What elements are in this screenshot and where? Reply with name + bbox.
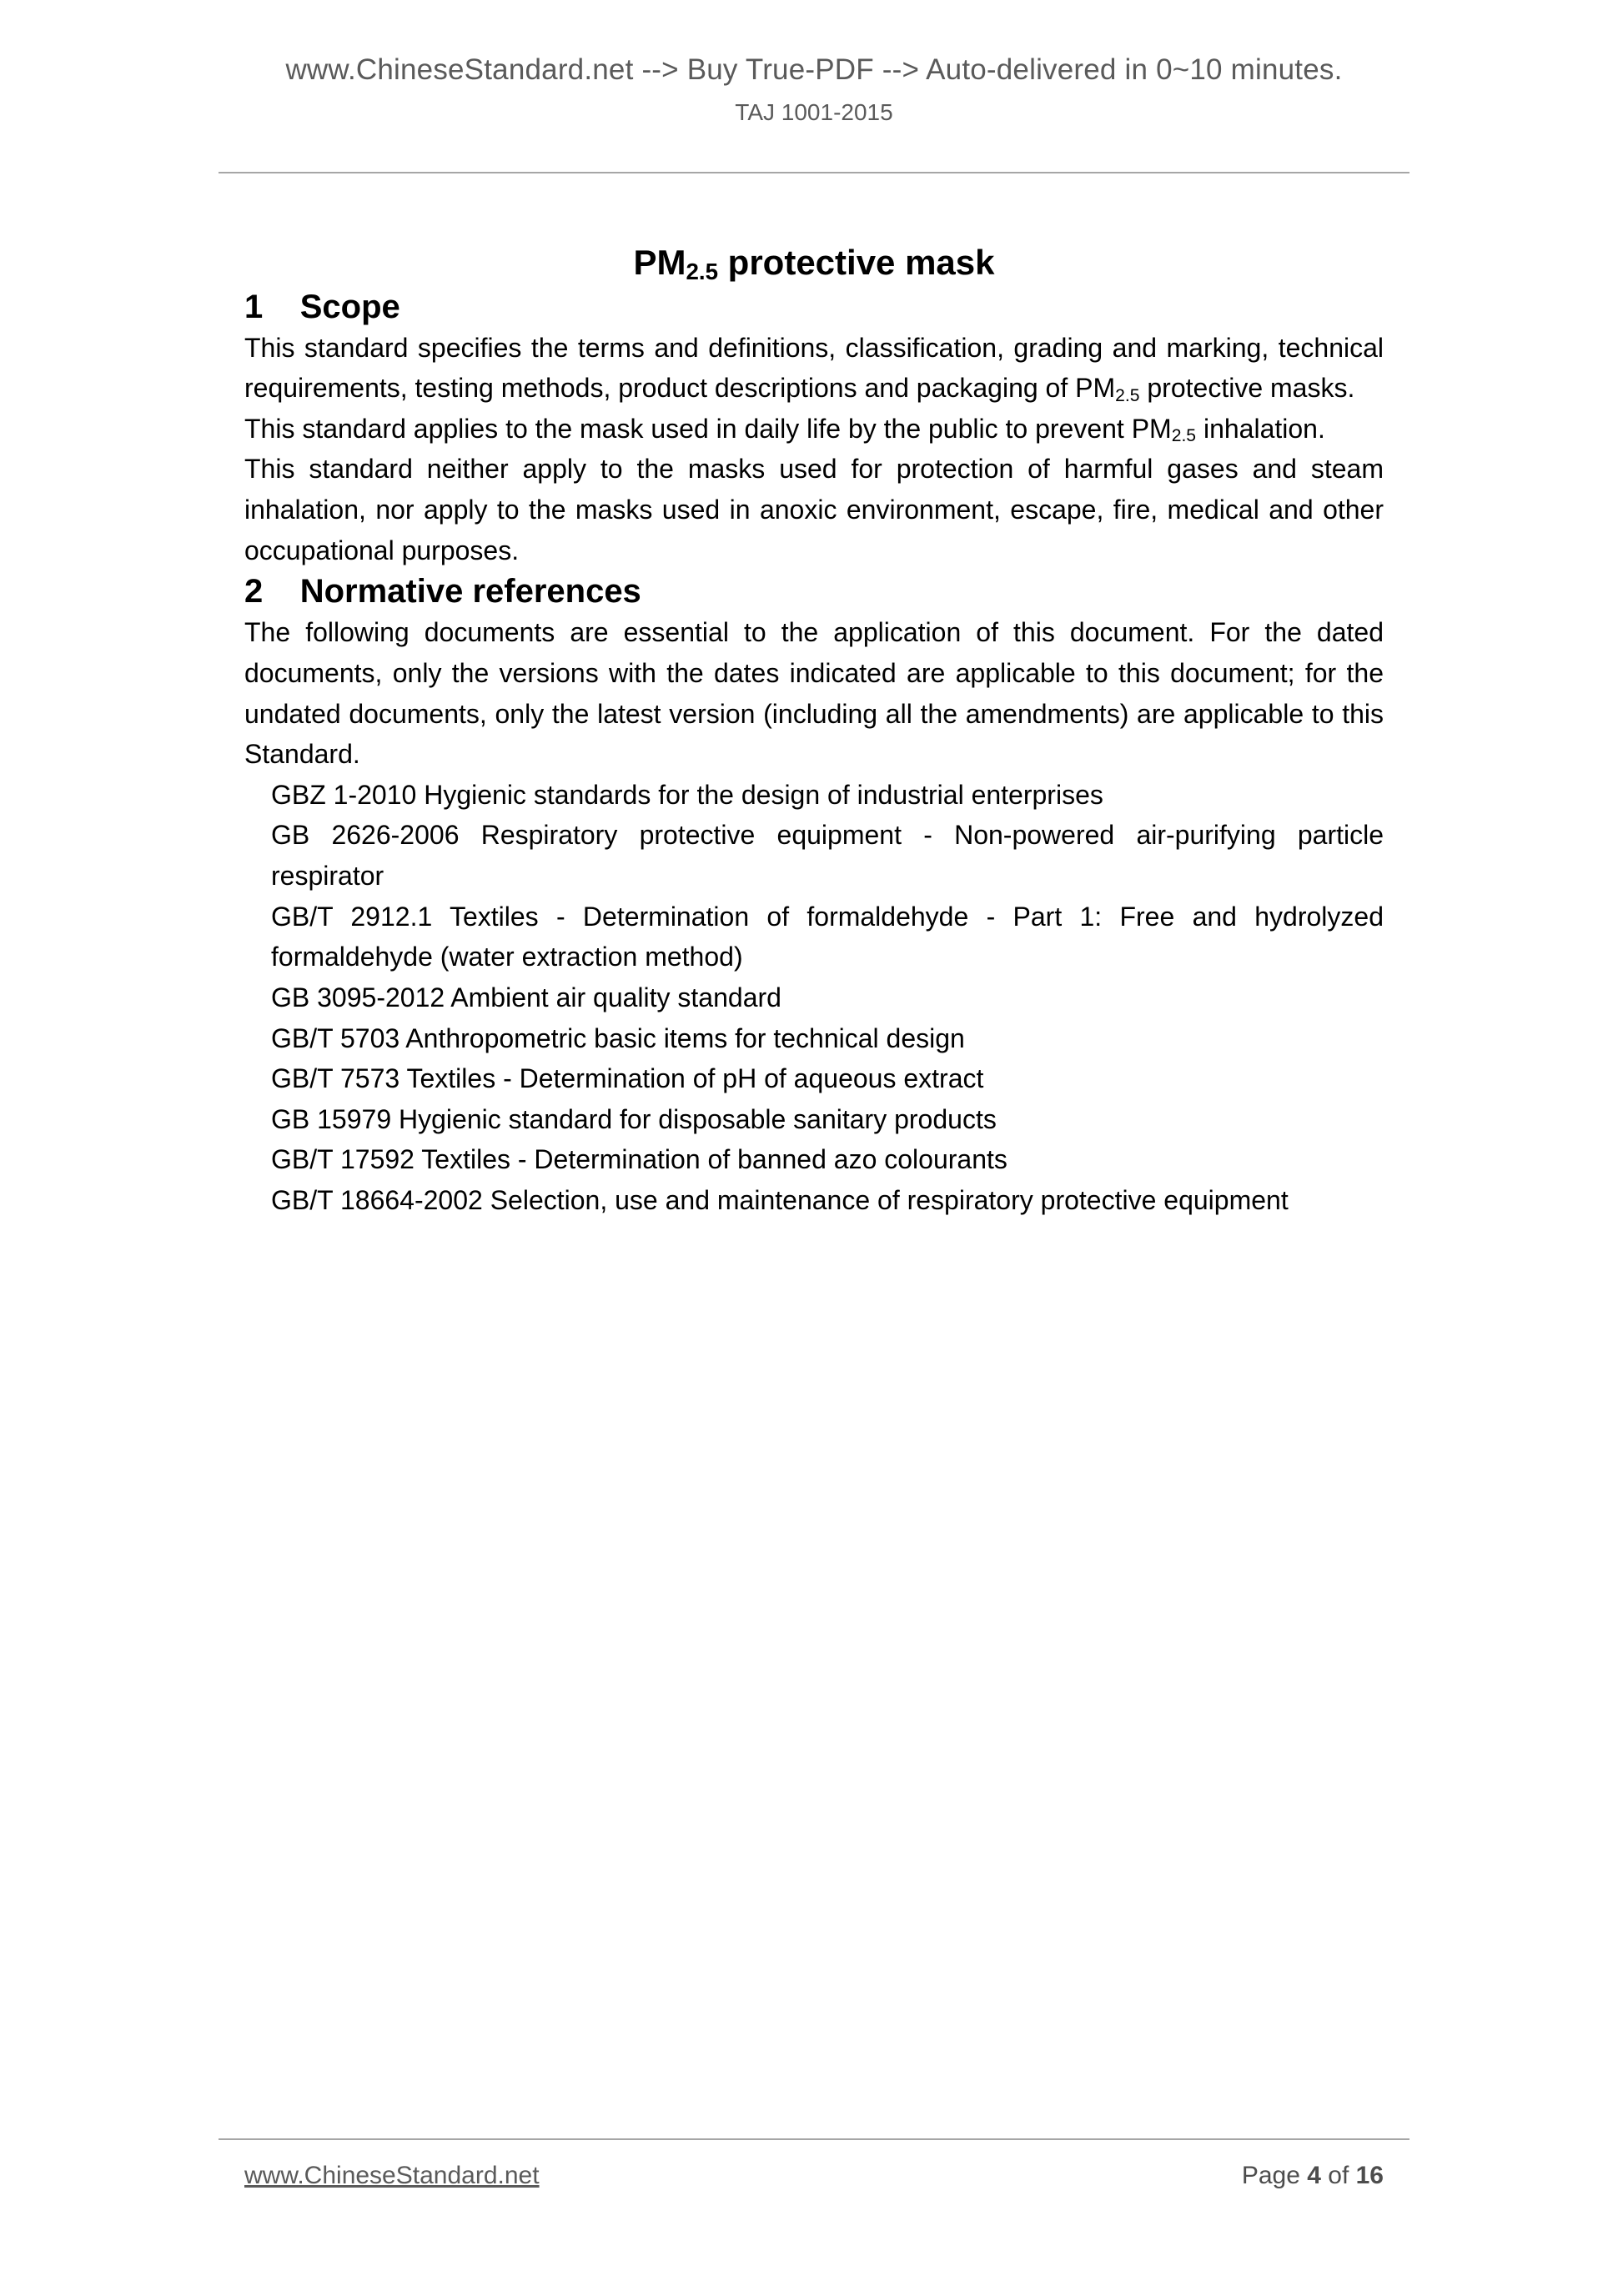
header-standard-number: TAJ 1001-2015 [735, 98, 893, 125]
scope-paragraph-3 [244, 449, 1384, 570]
document-title-prefix: PM [633, 243, 686, 282]
section-title-2: Normative references [299, 573, 641, 610]
section-heading-gap-2 [263, 573, 299, 610]
reference-item: GB 2626-2006 Respiratory protective equipment - Non-powered air-purifying particle respirator [271, 820, 1384, 892]
section-heading-normative-references [244, 570, 1384, 612]
reference-item: GB/T 7573 Textiles - Determination of pH of aqueous extract [271, 1063, 984, 1094]
document-content [244, 229, 1384, 1221]
scope-p1-subscript: 2.5 [1115, 385, 1140, 405]
page-footer [244, 2162, 1384, 2190]
header-promo-text: www.ChineseStandard.net --> Buy True-PDF --> Auto-delivered in 0~10 minutes. [285, 53, 1343, 86]
section-heading-gap [263, 289, 299, 325]
scope-p1-part2: protective masks. [1139, 373, 1355, 404]
reference-item: GB/T 5703 Anthropometric basic items for technical design [271, 1022, 965, 1053]
reference-item: GB 15979 Hygienic standard for disposable sanitary products [271, 1103, 997, 1134]
normative-intro-paragraph: The following documents are essential to the application of this document. For the dated documents, only the versions with the dates indicated are applicable to this document; for the undated documents, only the latest version (including all the amendments) are applicable to this Standard. [244, 617, 1384, 770]
reference-item: GB/T 2912.1 Textiles - Determination of formaldehyde - Part 1: Free and hydrolyzed formaldehyde (water extraction method) [271, 901, 1384, 972]
section-heading-scope [244, 286, 1384, 328]
document-title-subscript: 2.5 [686, 259, 719, 285]
footer-site-link[interactable]: www.ChineseStandard.net [244, 2162, 540, 2189]
reference-item: GB 3095-2012 Ambient air quality standard [271, 982, 781, 1012]
reference-item: GB/T 17592 Textiles - Determination of banned azo colourants [271, 1144, 1007, 1175]
scope-p2-subscript: 2.5 [1171, 426, 1197, 446]
reference-item: GBZ 1-2010 Hygienic standards for the design of industrial enterprises [271, 779, 1103, 810]
scope-paragraph-1 [244, 328, 1384, 409]
header-divider [219, 172, 1409, 173]
footer-page-indicator [1242, 2162, 1384, 2190]
scope-p1-part1: This standard specifies the terms and definitions, classification, grading and marking, technical requirements, testing methods, product descriptions and packaging of PM [244, 332, 1384, 404]
document-title [244, 229, 1384, 286]
scope-p3-text: This standard neither apply to the masks used for protection of harmful gases and steam inhalation, nor apply to the masks used in anoxic environment, escape, fire, medical and other occupational purposes. [244, 454, 1384, 565]
section-title-1: Scope [299, 288, 400, 325]
footer-divider [219, 2138, 1409, 2140]
document-title-suffix: protective mask [718, 243, 995, 282]
footer-page-current: 4 [1307, 2162, 1321, 2189]
reference-item: GB/T 18664-2002 Selection, use and maintenance of respiratory protective equipment [271, 1185, 1289, 1216]
scope-p2-part1: This standard applies to the mask used in daily life by the public to prevent PM [244, 413, 1172, 444]
footer-page-of: of [1320, 2162, 1356, 2189]
section-number-1: 1 [244, 288, 264, 325]
page-header [219, 52, 1409, 126]
footer-page-total: 16 [1355, 2162, 1384, 2189]
scope-paragraph-2 [244, 409, 1384, 450]
footer-page-label: Page [1241, 2162, 1308, 2189]
scope-p2-part2: inhalation. [1196, 413, 1325, 444]
section-number-2: 2 [244, 573, 264, 610]
